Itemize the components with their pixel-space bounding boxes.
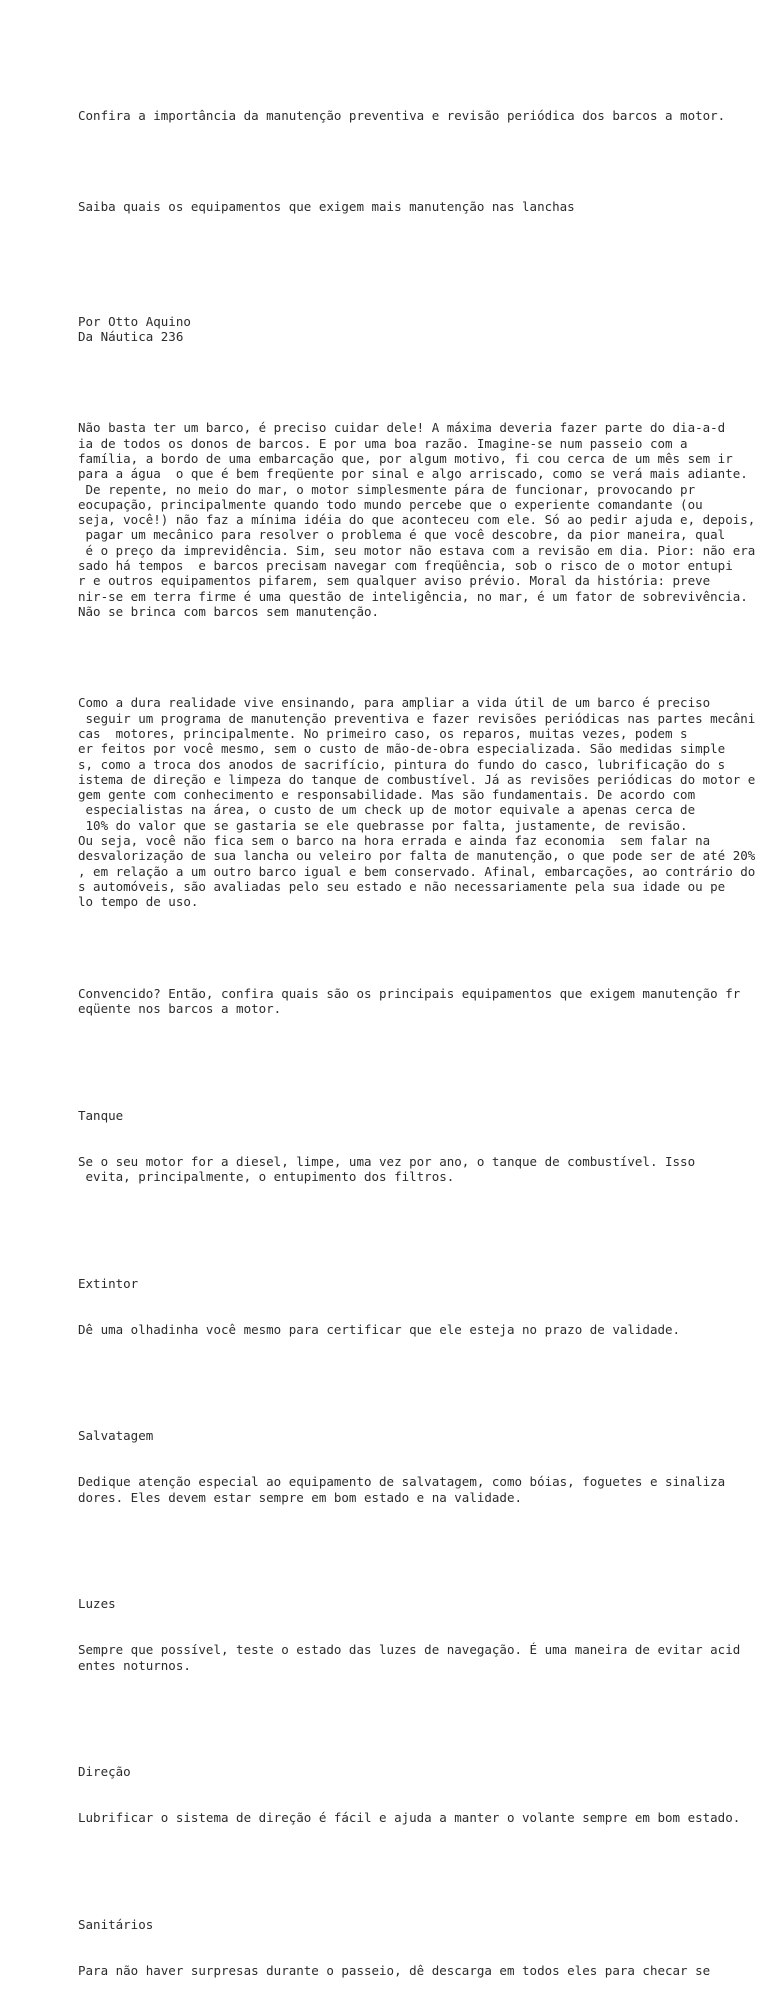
section-heading-sanitarios: Sanitários bbox=[78, 1917, 154, 1933]
section-body-direcao: Lubrificar o sistema de direção é fácil e ajuda a manter o volante sempre em bom estado. bbox=[78, 1810, 741, 1826]
lead-line-2: Saiba quais os equipamentos que exigem mais manutenção nas lanchas bbox=[78, 199, 575, 215]
section-body-sanitarios: Para não haver surpresas durante o passeio, dê descarga em todos eles para checar se bbox=[78, 1962, 711, 1978]
byline: Por Otto Aquino Da Náutica 236 bbox=[78, 313, 191, 344]
paragraph-convinced: Convencido? Então, confira quais são os principais equipamentos que exigem manutenção fr eqüente nos barcos a motor. bbox=[78, 985, 741, 1017]
section-body-tanque: Se o seu motor for a diesel, limpe, uma vez por ano, o tanque de combustível. Isso evita, principalmente, o entupimento dos filtros. bbox=[78, 1153, 696, 1184]
section-heading-extintor: Extintor bbox=[78, 1275, 139, 1291]
section-body-salvatagem: Dedique atenção especial ao equipamento de salvatagem, como bóias, foguetes e sinaliza dores. Eles devem estar sempre em bom estado e na validade. bbox=[78, 1474, 726, 1505]
document-body bbox=[78, 77, 768, 2009]
section-heading-direcao: Direção bbox=[78, 1764, 131, 1780]
lead-line-1: Confira a importância da manutenção preventiva e revisão periódica dos barcos a motor. bbox=[78, 107, 726, 123]
section-heading-tanque: Tanque bbox=[78, 1107, 124, 1123]
paragraph-intro: Não basta ter um barco, é preciso cuidar dele! A máxima deveria fazer parte do dia-a-d ia de todos os donos de barcos. E por uma boa razão. Imagine-se num passeio com a família, a bordo de uma embarcação que, por algum motivo, fi cou cerca de um mês sem ir para a água o que é bem freqüente por sinal e algo arriscado, como se verá mais adiante. De repente, no meio do mar, o motor simplesmente pára de funcionar, provocando pr eocupação, principalmente quando todo mundo percebe que o experiente comandante (ou seja, você!) não faz a mínima idéia do que aconteceu com ele. Só ao pedir ajuda e, depois, pagar um mecânico para resolver o problema é que você descobre, da pior maneira, qual é o preço da imprevidência. Sim, seu motor não estava com a revisão em dia. Pior: não era sado há tempos e barcos precisam navegar com freqüência, sob o risco de o motor entupi r e outros equipamentos pifarem, sem qualquer aviso prévio. Moral da história: preve nir-se em terra firme é uma questão de inteligência, no mar, é um fator de sobrevivência. Não se brinca com barcos sem manutenção. bbox=[78, 420, 756, 619]
section-body-luzes: Sempre que possível, teste o estado das luzes de navegação. É uma maneira de evitar acid entes noturnos. bbox=[78, 1642, 741, 1673]
section-heading-luzes: Luzes bbox=[78, 1596, 116, 1612]
section-heading-salvatagem: Salvatagem bbox=[78, 1428, 154, 1444]
paragraph-maintenance: Como a dura realidade vive ensinando, para ampliar a vida útil de um barco é preciso seguir um programa de manutenção preventiva e fazer revisões periódicas nas partes mecâni cas motores, principalmente. No primeiro caso, os reparos, muitas vezes, podem s er feitos por você mesmo, sem o custo de mão-de-obra especializada. São medidas simple s, como a troca dos anodos de sacrifício, pintura do fundo do casco, lubrificação do s istema de direção e limpeza do tanque de combustível. Já as revisões periódicas do motor e gem gente com conhecimento e responsabilidade. Mas são fundamentais. De acordo com especialistas na área, o custo de um check up de motor equivale a apenas cerca de 10% do valor que se gastaria se ele quebrasse por falta, justamente, de revisão. Ou seja, você não fica sem o barco na hora errada e ainda faz economia sem falar na desvalorização de sua lancha ou veleiro por falta de manutenção, o que pode ser de até 20% , em relação a um outro barco igual e bem conservado. Afinal, embarcações, ao contrário do s automóveis, são avaliadas pelo seu estado e não necessariamente pela sua idade ou pe lo tempo de uso. bbox=[78, 695, 756, 910]
section-body-extintor: Dê uma olhadinha você mesmo para certificar que ele esteja no prazo de validade. bbox=[78, 1321, 681, 1337]
